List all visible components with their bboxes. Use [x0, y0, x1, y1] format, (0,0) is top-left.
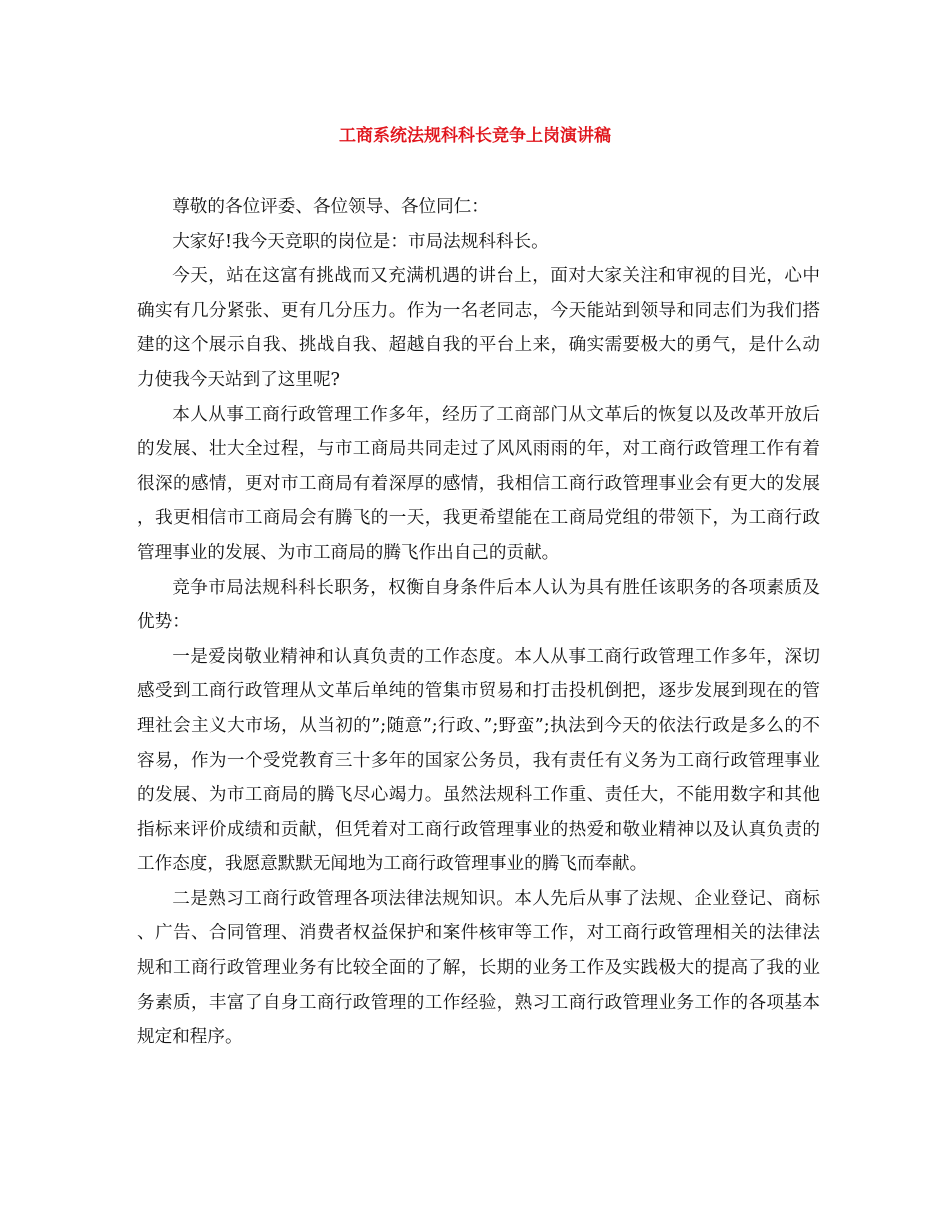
paragraph-experience: 本人从事工商行政管理工作多年，经历了工商部门从文革后的恢复以及改革开放后的发展、壮大全过程，与市工商局共同走过了风风雨雨的年，对工商行政管理工作有着很深的感情，更对市工商局有着深厚的感情，我相信工商行政管理事业会有更大的发展，我更相信市工商局会有腾飞的一天，我更希望能在工商局党组的带领下，为工商行政管理事业的发展、为市工商局的腾飞作出自己的贡献。: [137, 404, 820, 563]
paragraph-opening: 今天，站在这富有挑战而又充满机遇的讲台上，面对大家关注和审视的目光，心中确实有几分紧张、更有几分压力。作为一名老同志，今天能站到领导和同志们为我们搭建的这个展示自我、挑战自我、超越自我的平台上来，确实需要极大的勇气，是什么动力使我今天站到了这里呢?: [137, 266, 820, 390]
paragraph-salutation: 尊敬的各位评委、各位领导、各位同仁：: [172, 197, 489, 217]
document-body: [137, 190, 820, 1055]
paragraph-greeting: 大家好!我今天竞职的岗位是：市局法规科科长。: [172, 231, 549, 252]
paragraph-qualifications-intro: 竞争市局法规科科长职务，权衡自身条件后本人认为具有胜任该职务的各项素质及优势：: [137, 577, 820, 633]
document-title: 工商系统法规科科长竞争上岗演讲稿: [339, 126, 611, 146]
paragraph-point-one: 一是爱岗敬业精神和认真负责的工作态度。本人从事工商行政管理工作多年，深切感受到工商行政管理从文革后单纯的管集市贸易和打击投机倒把，逐步发展到现在的管理社会主义大市场，从当初的”;随意”;行政、”;野蛮”;执法到今天的依法行政是多么的不容易，作为一个受党教育三十多年的国家公务员，我有责任有义务为工商行政管理事业的发展、为市工商局的腾飞尽心竭力。虽然法规科工作重、责任大，不能用数字和其他指标来评价成绩和贡献，但凭着对工商行政管理事业的热爱和敬业精神以及认真负责的工作态度，我愿意默默无闻地为工商行政管理事业的腾飞而奉献。: [137, 646, 820, 875]
paragraph-point-two: 二是熟习工商行政管理各项法律法规知识。本人先后从事了法规、企业登记、商标、广告、合同管理、消费者权益保护和案件核审等工作，对工商行政管理相关的法律法规和工商行政管理业务有比较全面的了解，长期的业务工作及实践极大的提高了我的业务素质，丰富了自身工商行政管理的工作经验，熟习工商行政管理业务工作的各项基本规定和程序。: [137, 888, 820, 1048]
